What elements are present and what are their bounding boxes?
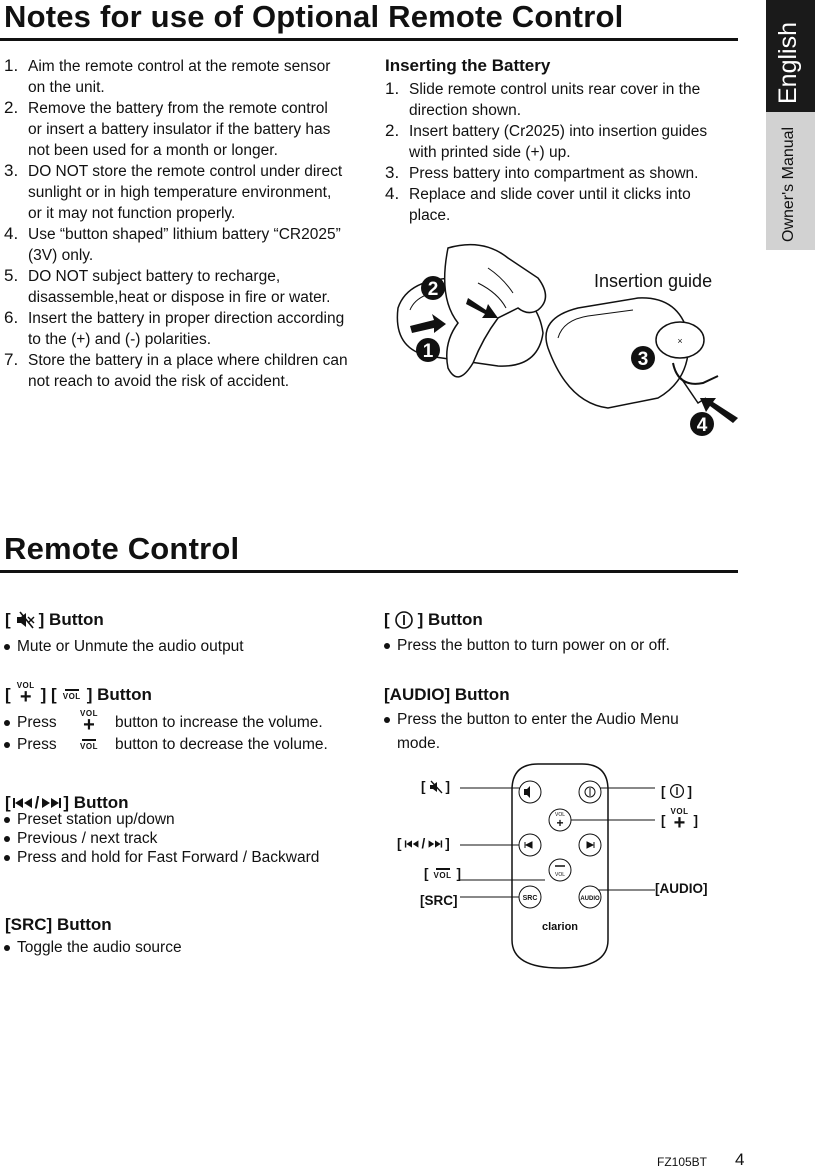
battery-title: Inserting the Battery [385, 56, 551, 75]
insertion-guide-label: Insertion guide [594, 271, 713, 291]
skip-previous-icon [404, 839, 420, 849]
list-item-line: sunlight or in high temperature environment, [28, 184, 332, 201]
vol-down-icon: VOL [60, 689, 84, 701]
list-item-line: Remove the battery from the remote control [28, 100, 328, 117]
vol-up-icon: VOL + [16, 681, 35, 708]
svg-text:3: 3 [637, 349, 649, 370]
callout-mute: [ ] [421, 779, 450, 794]
list-item [4, 350, 374, 392]
list-item-line: or it may not function properly. [28, 205, 236, 222]
list-item-line: not reach to avoid the risk of accident. [28, 373, 290, 390]
list-item-number: 1. [385, 79, 400, 98]
vol-down-bullet: Press VOL button to decrease the volume. [2, 736, 328, 754]
track-bullet-3: Press and hold for Fast Forward / Backward [2, 849, 319, 867]
list-item-line: Aim the remote control at the remote sensor [28, 58, 331, 75]
list-item-line: or insert a battery insulator if the battery has [28, 121, 331, 138]
list-item-line: Insert battery (Cr2025) into insertion guides [409, 123, 708, 140]
list-item [385, 121, 745, 163]
svg-text:AUDIO: AUDIO [580, 896, 600, 902]
svg-text:1: 1 [422, 341, 434, 362]
page-number: 4 [735, 1150, 745, 1169]
vol-up-bullet: Press VOL + button to increase the volume. [2, 710, 323, 735]
list-item-line: DO NOT subject battery to recharge, [28, 268, 281, 285]
mute-button-heading: [ ] Button [5, 610, 104, 629]
step-marker-2 [421, 276, 445, 300]
list-item-number: 4. [4, 224, 19, 243]
vol-up-icon: VOL + [670, 807, 689, 834]
list-item-number: 5. [4, 266, 19, 285]
skip-next-icon [40, 796, 62, 810]
callout-vol-down: [ VOL ] [424, 866, 461, 881]
mute-icon [14, 610, 36, 630]
src-bullet: Toggle the audio source [2, 939, 182, 957]
list-item-number: 3. [385, 163, 400, 182]
svg-text:2: 2 [427, 279, 439, 300]
list-item-line: disassemble,heat or dispose in fire or water. [28, 289, 331, 306]
svg-text:VOL: VOL [554, 872, 566, 878]
remote-power-button [579, 781, 601, 803]
list-item-number: 1. [4, 56, 19, 75]
list-item [4, 161, 374, 224]
list-item-line: not been used for a month or longer. [28, 142, 278, 159]
remote-vol-up-button [549, 809, 571, 831]
track-button-heading: [ / ] Button [5, 793, 129, 812]
mute-bullet: Mute or Unmute the audio output [2, 638, 244, 656]
remote-src-button [519, 886, 541, 908]
src-button-heading: [SRC] Button [5, 915, 112, 934]
skip-previous-icon [12, 796, 34, 810]
list-item-line: on the unit. [28, 79, 105, 96]
list-item [385, 79, 745, 121]
list-item [385, 184, 745, 226]
list-item-line: Insert the battery in proper direction according [28, 310, 345, 327]
notes-title: Notes for use of Optional Remote Control [4, 0, 624, 34]
audio-bullet-cont: mode. [397, 735, 441, 752]
power-bullet: Press the button to turn power on or off. [382, 637, 670, 655]
svg-text:4: 4 [696, 415, 708, 436]
callout-vol-up: [ VOL + ] [661, 807, 698, 834]
power-icon [393, 610, 415, 630]
callout-track: [ / ] [397, 836, 450, 851]
vol-down-icon: VOL [431, 868, 455, 880]
notes-list [4, 56, 374, 392]
remote-vol-down-button [549, 859, 571, 881]
audio-button-heading: [AUDIO] Button [384, 685, 510, 704]
svg-text:SRC: SRC [522, 895, 538, 902]
list-item-number: 3. [4, 161, 19, 180]
power-button-heading: [ ] Button [384, 610, 483, 629]
list-item-number: 2. [4, 98, 19, 117]
list-item-line: place. [409, 207, 451, 224]
step-marker-4 [690, 412, 714, 436]
footer-model: FZ105BT [657, 1155, 708, 1169]
battery-insertion-illustration [388, 238, 758, 448]
language-tab [766, 0, 815, 112]
manual-label: Owner's Manual [780, 126, 797, 242]
battery-steps-list [385, 79, 745, 226]
svg-text:+: + [556, 816, 564, 830]
list-item-line: Replace and slide cover until it clicks into [409, 186, 691, 203]
callout-src: [SRC] [420, 893, 458, 908]
list-item [4, 224, 374, 266]
list-item-number: 7. [4, 350, 19, 369]
remote-prev-button [519, 834, 541, 856]
remote-mute-button [519, 781, 541, 803]
list-item [4, 98, 374, 161]
list-item [385, 163, 745, 184]
vol-down-icon: VOL [69, 739, 109, 751]
list-item-line: Press battery into compartment as shown. [409, 165, 699, 182]
remote-title: Remote Control [4, 531, 240, 566]
remote-next-button [579, 834, 601, 856]
remote-audio-button [579, 886, 601, 908]
track-bullet-2: Previous / next track [2, 830, 157, 848]
list-item-line: Slide remote control units rear cover in the [409, 81, 701, 98]
vol-up-icon: VOL + [80, 709, 98, 736]
callout-audio: [AUDIO] [655, 881, 708, 896]
audio-bullet: Press the button to enter the Audio Menu [382, 711, 679, 729]
list-item [4, 266, 374, 308]
list-item-number: 4. [385, 184, 400, 203]
list-item-line: DO NOT store the remote control under direct [28, 163, 343, 180]
svg-text:×: × [677, 336, 683, 346]
manual-tab [766, 112, 815, 250]
list-item-line: with printed side (+) up. [409, 144, 571, 161]
list-item-number: 2. [385, 121, 400, 140]
list-item-line: to the (+) and (-) polarities. [28, 331, 212, 348]
power-icon [668, 783, 686, 799]
skip-next-icon [427, 839, 443, 849]
list-item-line: direction shown. [409, 102, 522, 119]
track-bullet-1: Preset station up/down [2, 811, 175, 829]
remote-title-rule [0, 570, 738, 573]
remote-brand-logo: clarion [541, 921, 579, 933]
step-marker-1 [416, 338, 440, 362]
svg-text:VOL: VOL [554, 812, 566, 818]
callout-power: [ ] [661, 783, 692, 799]
notes-title-rule [0, 38, 738, 41]
list-item-line: Use “button shaped” lithium battery “CR2025” [28, 226, 341, 243]
language-label: English [774, 22, 802, 104]
list-item-number: 6. [4, 308, 19, 327]
list-item [4, 308, 374, 350]
list-item-line: Store the battery in a place where children can [28, 352, 348, 369]
list-item [4, 56, 374, 98]
mute-icon [428, 780, 444, 794]
vol-button-heading: [ VOL + ] [ VOL ] Button [5, 681, 152, 708]
step-marker-3 [631, 346, 655, 370]
list-item-line: (3V) only. [28, 247, 94, 264]
